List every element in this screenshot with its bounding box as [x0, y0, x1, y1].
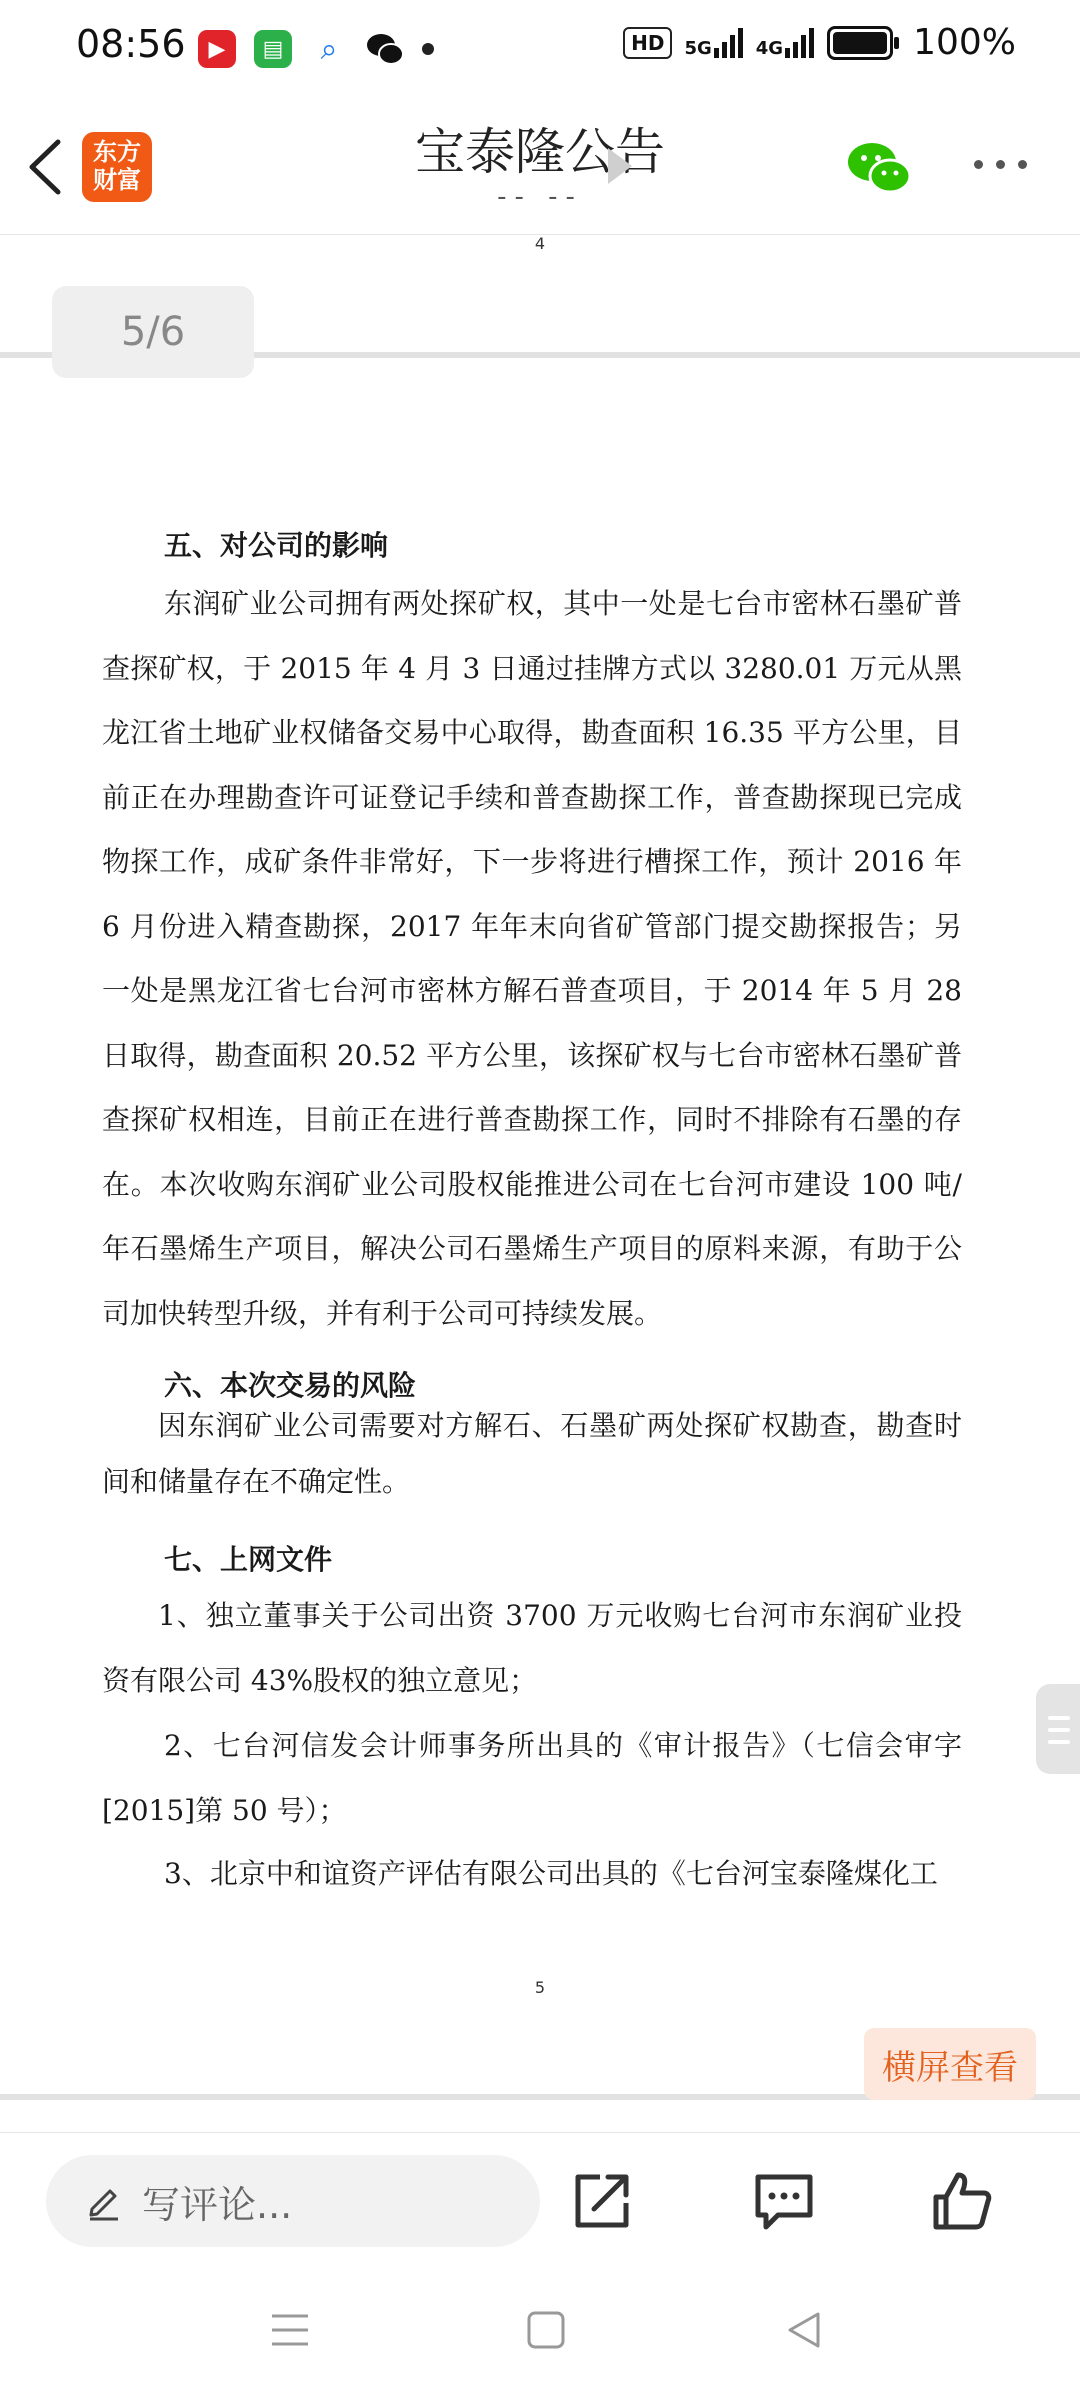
section-6-heading: 六、本次交易的风险	[164, 1369, 417, 1402]
bottom-action-bar	[0, 2132, 1080, 2263]
section-7-heading: 七、上网文件	[164, 1543, 333, 1576]
more-notifications-dot	[422, 43, 434, 55]
status-bar	[0, 0, 1080, 100]
thumbs-up-icon	[930, 2169, 994, 2233]
notification-icons	[198, 30, 434, 68]
page-subtitle: -- --	[497, 182, 583, 212]
signal-5g-icon: 5G	[684, 28, 743, 58]
page-title: 宝泰隆公告	[415, 123, 665, 181]
section-5-body: 东润矿业公司拥有两处探矿权，其中一处是七台市密林石墨矿普查探矿权，于 2015 年 4 月 3 日通过挂牌方式以 3280.01 万元从黑龙江省土地矿业权储备交易中心取得，勘查面积 16.35 平方公里，目前正在办理勘查许可证登记手续和普查勘探工作，普查勘探现已完成物探工作，成矿条件非常好，下一步将进行槽探工作，预计 2016 年 6 月份进入精查勘探，2017 年年末向省矿管部门提交勘探报告；另一处是黑龙江省七台河市密林方解石普查项目，于 2014 年 5 月 28 日取得，勘查面积 20.52 平方公里，该探矿权与七台市密林石墨矿普查探矿权相连，目前正在进行普查勘探工作，同时不排除有石墨的存在。本次收购东润矿业公司股权能推进公司在七台河市建设 100 吨/年石墨烯生产项目，解决公司石墨烯生产项目的原料来源，有助于公司加快转型升级，并有利于公司可持续发展。	[102, 587, 962, 1330]
play-triangle-icon	[608, 148, 632, 184]
battery-icon	[827, 26, 893, 60]
pdf-viewer[interactable]	[0, 234, 1080, 2134]
hd-voice-icon: HD	[623, 27, 672, 59]
like-button[interactable]	[930, 2169, 994, 2233]
eastmoney-logo[interactable]: 东方 财富	[82, 132, 152, 202]
home-nav-button[interactable]	[526, 2310, 566, 2354]
status-indicators	[623, 22, 1016, 63]
comment-placeholder: 写评论...	[142, 2182, 293, 2227]
attachment-item-1: 1、独立董事关于公司出资 3700 万元收购七台河市东润矿业投资有限公司 43%股权的独立意见；	[102, 1599, 962, 1697]
home-square-icon	[526, 2310, 566, 2350]
messages-icon: ▤	[254, 30, 292, 68]
attachment-item-2: 2、七台河信发会计师事务所出具的《审计报告》（七信会审字[2015]第 50 号）；	[102, 1729, 962, 1827]
section-5-heading: 五、对公司的影响	[164, 529, 389, 562]
back-triangle-icon	[784, 2310, 824, 2350]
pencil-icon	[84, 2181, 124, 2221]
app-header	[0, 100, 1080, 235]
comment-bubble-icon	[752, 2169, 816, 2233]
comment-input[interactable]	[46, 2155, 540, 2247]
search-app-icon: ⌕	[320, 31, 338, 67]
share-button[interactable]	[570, 2169, 634, 2233]
status-time: 08:56	[76, 22, 186, 66]
back-nav-button[interactable]	[784, 2310, 824, 2354]
wechat-share-button[interactable]	[846, 138, 912, 198]
more-options-button[interactable]	[974, 160, 1027, 169]
side-drawer-handle[interactable]	[1036, 1684, 1080, 1774]
system-nav-bar	[0, 2262, 1080, 2400]
top-page-number: 4	[534, 234, 546, 253]
share-icon	[570, 2169, 634, 2233]
landscape-view-button[interactable]: 横屏查看	[864, 2028, 1036, 2100]
menu-nav-button[interactable]	[270, 2310, 310, 2354]
video-app-icon: ▶	[198, 30, 236, 68]
section-6-body: 因东润矿业公司需要对方解石、石墨矿两处探矿权勘查，勘查时间和储量存在不确定性。	[102, 1409, 962, 1498]
signal-4g-icon: 4G	[756, 28, 815, 58]
wechat-icon	[846, 138, 912, 198]
attachment-item-3: 3、北京中和谊资产评估有限公司出具的《七台河宝泰隆煤化工	[164, 1857, 938, 1890]
comments-button[interactable]	[752, 2169, 816, 2233]
wechat-icon	[366, 30, 404, 68]
bottom-page-number: 5	[534, 1978, 546, 1997]
page-indicator: 5/6	[52, 286, 254, 378]
menu-icon	[270, 2310, 310, 2350]
battery-percent: 100%	[913, 22, 1016, 63]
